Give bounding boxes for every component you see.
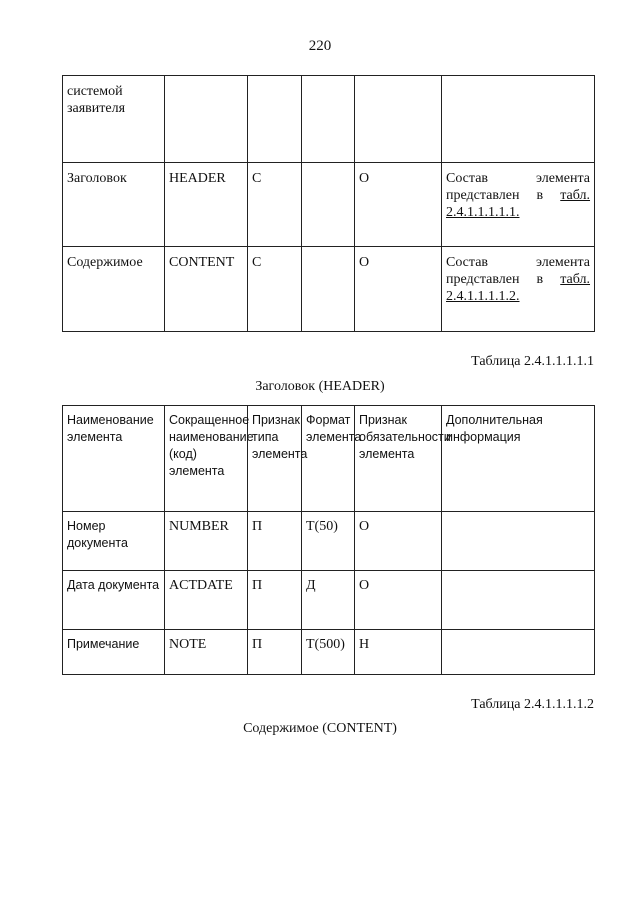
element-info-cell xyxy=(442,630,595,675)
element-name-cell: системой заявителя xyxy=(63,76,165,163)
table-row xyxy=(63,571,595,630)
table-row xyxy=(63,163,595,247)
header-format: Формат элемента xyxy=(302,406,355,512)
table-row xyxy=(63,512,595,571)
element-code-cell xyxy=(165,76,248,163)
element-required-cell: О xyxy=(355,512,442,571)
table-reference-link[interactable]: табл. 2.4.1.1.1.1.1. xyxy=(446,188,591,220)
element-format-cell xyxy=(302,163,355,247)
element-info-cell xyxy=(442,76,595,163)
table-reference-link[interactable]: табл. 2.4.1.1.1.1.2. xyxy=(446,272,591,304)
header-name: Наименование элемента xyxy=(63,406,165,512)
element-type-cell: П xyxy=(248,512,302,571)
element-code-cell: NOTE xyxy=(165,630,248,675)
element-type-cell: П xyxy=(248,630,302,675)
element-format-cell xyxy=(302,76,355,163)
table-row xyxy=(63,76,595,163)
element-name-cell: Номер документа xyxy=(63,512,165,571)
element-code-cell: HEADER xyxy=(165,163,248,247)
element-format-cell xyxy=(302,247,355,332)
element-required-cell: Н xyxy=(355,630,442,675)
element-info-cell xyxy=(442,247,595,332)
element-required-cell: О xyxy=(355,247,442,332)
element-info-cell xyxy=(442,512,595,571)
element-name-cell: Содержимое xyxy=(63,247,165,332)
header-info: Дополнительная информация xyxy=(442,406,595,512)
table-label: Таблица 2.4.1.1.1.1.2 xyxy=(471,697,594,712)
element-format-cell: Т(50) xyxy=(302,512,355,571)
element-name-cell: Дата документа xyxy=(63,571,165,630)
header-type: Признак типа элемента xyxy=(248,406,302,512)
info-text: Состав элемента представлен в xyxy=(446,255,590,287)
table-label: Таблица 2.4.1.1.1.1.1 xyxy=(471,354,594,369)
header-elements-table xyxy=(62,405,595,675)
element-format-cell: Д xyxy=(302,571,355,630)
header-required: Признак обязательности элемента xyxy=(355,406,442,512)
elements-table-continued xyxy=(62,75,595,332)
element-info-cell xyxy=(442,163,595,247)
element-format-cell: Т(500) xyxy=(302,630,355,675)
page-number: 220 xyxy=(308,38,332,54)
element-code-cell: NUMBER xyxy=(165,512,248,571)
table-row xyxy=(63,247,595,332)
element-required-cell xyxy=(355,76,442,163)
element-type-cell: С xyxy=(248,163,302,247)
table-row xyxy=(63,630,595,675)
element-type-cell: С xyxy=(248,247,302,332)
element-required-cell: О xyxy=(355,163,442,247)
info-text: Состав элемента представлен в xyxy=(446,171,590,203)
element-type-cell: П xyxy=(248,571,302,630)
element-code-cell: CONTENT xyxy=(165,247,248,332)
element-type-cell xyxy=(248,76,302,163)
table-title: Заголовок (HEADER) xyxy=(255,379,385,394)
element-name-cell: Заголовок xyxy=(63,163,165,247)
element-info-cell xyxy=(442,571,595,630)
element-name-cell: Примечание xyxy=(63,630,165,675)
element-required-cell: О xyxy=(355,571,442,630)
header-code: Сокращенное наименование (код) элемента xyxy=(165,406,248,512)
table-title: Содержимое (CONTENT) xyxy=(243,721,397,736)
table-header-row xyxy=(63,406,595,512)
element-code-cell: ACTDATE xyxy=(165,571,248,630)
